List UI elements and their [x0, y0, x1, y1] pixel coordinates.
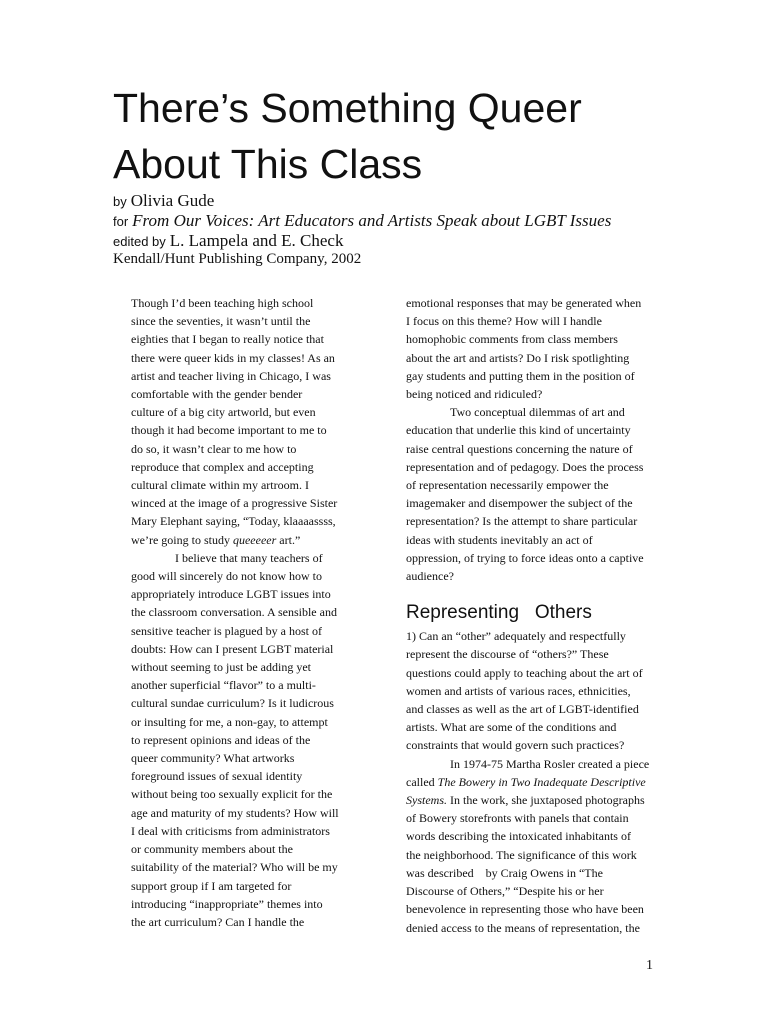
right-paragraph-2 [406, 403, 668, 585]
text-line: emotional responses that may be generated when [406, 296, 642, 310]
text-line: the classroom conversation. A sensible and [131, 605, 337, 620]
text-line: imagemaker and disempower the subject of the [406, 496, 633, 511]
title-line-1: There’s Something Queer [113, 85, 582, 131]
italic-word: queeeeer [232, 532, 277, 547]
text-line: age and maturity of my students? How will [131, 805, 339, 820]
text-line: without seeming to just be adding yet [131, 660, 311, 675]
text-line: another superficial “flavor” to a multi- [131, 678, 316, 693]
text-line: gay students and putting them in the position of [406, 368, 635, 383]
text-line: constraints that would govern such practices? [406, 738, 625, 753]
artwork-title: The Bowery in Two Inadequate Descriptive [437, 774, 646, 789]
author-name: Olivia Gude [130, 191, 215, 210]
text-line: artists. What are some of the conditions and [406, 720, 617, 735]
text-line: queer community? What artworks [131, 751, 295, 766]
text-line: suitability of the material? Who will be my [131, 860, 338, 875]
text-line: appropriately introduce LGBT issues into [131, 587, 331, 602]
text-line: to represent opinions and ideas of the [131, 732, 311, 747]
text-line: oppression, of trying to force ideas onto a captive [406, 550, 644, 565]
editor-names: L. Lampela and E. Check [169, 231, 344, 250]
book-line [113, 211, 733, 231]
left-paragraph-1 [131, 294, 363, 549]
text-line: representation and of pedagogy. Does the process [406, 459, 644, 474]
text-line: denied access to the means of representation, the [406, 920, 640, 935]
text-line: winced at the image of a progressive Sister [131, 496, 338, 511]
text-run: called [406, 774, 438, 789]
text-line: though it had become important to me to [131, 423, 327, 438]
text-run: art.” [276, 532, 301, 547]
text-line: homophobic comments from class members [406, 332, 618, 347]
section-heading: Representing Others [406, 602, 592, 624]
text-line: reproduce that complex and accepting [131, 459, 314, 474]
text-line [131, 531, 363, 549]
by-prefix: by [113, 194, 127, 209]
text-line: artist and teacher living in Chicago, I was [131, 368, 331, 383]
text-line: raise central questions concerning the nature of [406, 441, 633, 456]
text-line: being noticed and ridiculed? [406, 387, 543, 402]
author-line [113, 191, 733, 211]
text-line: culture of a big city artworld, but even [131, 405, 316, 420]
text-line: was described by Craig Owens in “The [406, 865, 603, 880]
text-run: we’re going to study [131, 532, 233, 547]
page-number: 1 [646, 958, 653, 973]
text-line: or insulting for me, a non-gay, to attempt [131, 714, 328, 729]
text-line: I deal with criticisms from administrators [131, 823, 330, 838]
text-line: Though I’d been teaching high school [131, 296, 314, 310]
text-line: the art curriculum? Can I handle the [131, 914, 305, 929]
text-line: Two conceptual dilemmas of art and [450, 405, 625, 420]
text-line: comfortable with the gender bender [131, 387, 303, 402]
text-line: Discourse of Others,” “Despite his or her [406, 884, 604, 899]
text-line: of representation necessarily empower the [406, 478, 609, 493]
text-line: I focus on this theme? How will I handle [406, 314, 602, 329]
publisher-line: Kendall/Hunt Publishing Company, 2002 [113, 251, 362, 267]
text-line: Mary Elephant saying, “Today, klaaaassss, [131, 514, 336, 529]
artwork-title-end: Systems. [406, 793, 447, 808]
right-column [406, 294, 668, 937]
text-line: good will sincerely do not know how to [131, 569, 322, 584]
text-line: about the art and artists? Do I risk spotlighting [406, 350, 630, 365]
text-line: represent the discourse of “others?” These [406, 647, 609, 662]
text-line [406, 791, 668, 809]
text-line: support group if I am targeted for [131, 878, 292, 893]
text-line: foreground issues of sexual identity [131, 769, 303, 784]
text-line: questions could apply to teaching about the art of [406, 665, 643, 680]
right-paragraph-4 [406, 755, 668, 937]
article-title [113, 80, 713, 192]
text-line: words describing the intoxicated inhabitants of [406, 829, 631, 844]
text-line: education that underlie this kind of uncertainty [406, 423, 631, 438]
text-line: representation? Is the attempt to share particular [406, 514, 638, 529]
text-line [406, 773, 668, 791]
text-line: benevolence in representing those who have been [406, 902, 644, 917]
text-line: sensitive teacher is plagued by a host of [131, 623, 322, 638]
text-line: cultural sundae curriculum? Is it ludicrous [131, 696, 334, 711]
text-line: do so, it wasn’t clear to me how to [131, 441, 297, 456]
text-line: eighties that I began to really notice that [131, 332, 324, 347]
editors-line [113, 231, 733, 251]
text-line: the neighborhood. The significance of this work [406, 847, 637, 862]
left-paragraph-2 [131, 549, 363, 931]
text-line: of Bowery storefronts with panels that contain [406, 811, 629, 826]
title-line-2: About This Class [113, 141, 423, 187]
text-line: or community members about the [131, 842, 293, 857]
book-title: From Our Voices: Art Educators and Artists Speak about LGBT Issues [132, 211, 612, 230]
text-line: women and artists of various races, ethnicities, [406, 683, 631, 698]
text-line: cultural climate within my artroom. I [131, 478, 309, 493]
text-line: introducing “inappropriate” themes into [131, 896, 323, 911]
text-line: there were queer kids in my classes! As an [131, 350, 335, 365]
text-line: and classes as well as the art of LGBT-identified [406, 702, 639, 717]
edited-prefix: edited by [113, 234, 166, 249]
text-run: In the work, she juxtaposed photographs [447, 793, 645, 808]
for-prefix: for [113, 214, 129, 229]
left-column [131, 294, 363, 931]
right-paragraph-3 [406, 627, 668, 754]
text-line: In 1974-75 Martha Rosler created a piece [450, 756, 650, 771]
text-line: I believe that many teachers of [175, 550, 323, 565]
text-line: without being too sexually explicit for the [131, 787, 333, 802]
text-line: since the seventies, it wasn’t until the [131, 314, 311, 329]
text-line: doubts: How can I present LGBT material [131, 641, 334, 656]
text-line: audience? [406, 569, 454, 584]
text-line: ideas with students inevitably an act of [406, 532, 593, 547]
text-line: 1) Can an “other” adequately and respectfully [406, 629, 626, 644]
right-paragraph-1 [406, 294, 668, 403]
